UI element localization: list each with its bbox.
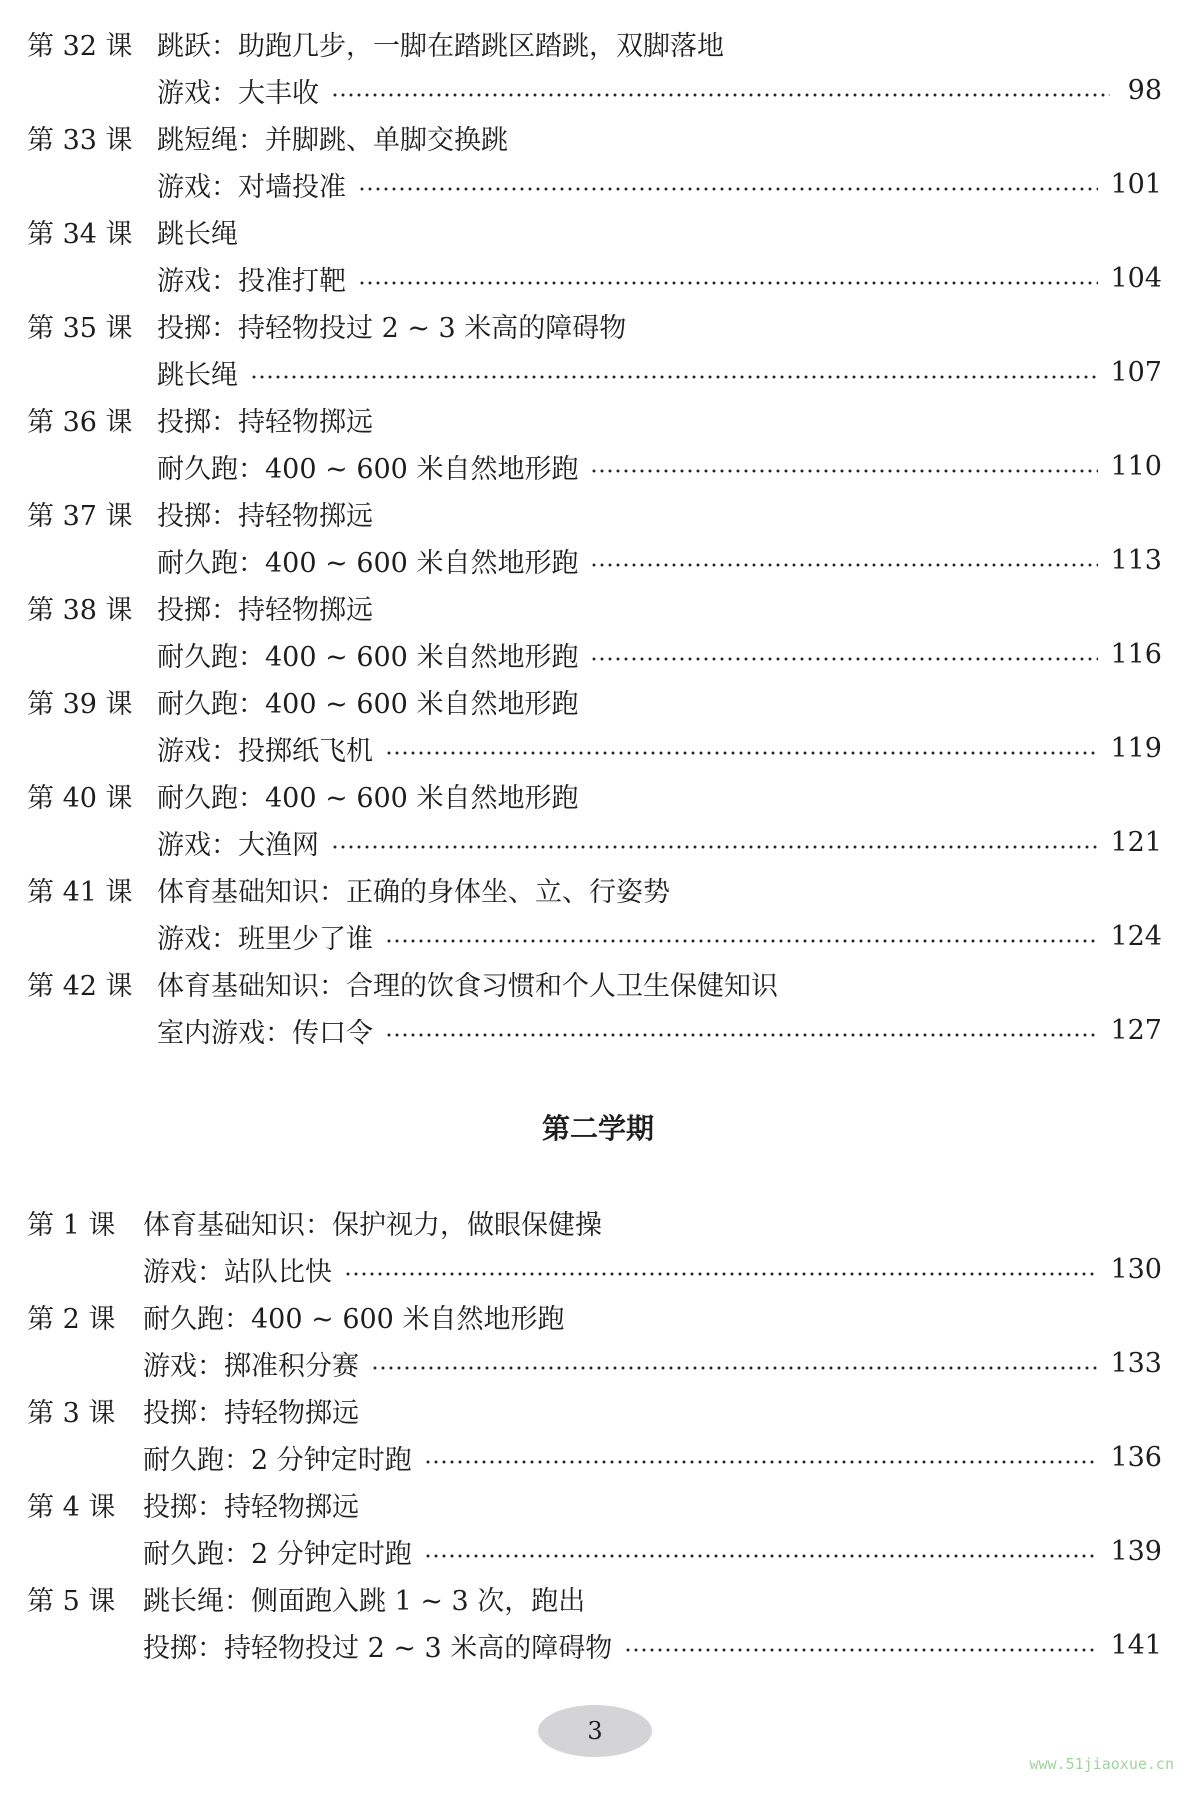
entry-title: 耐久跑：400 ~ 600 米自然地形跑 [157,548,579,579]
dot-leader [590,657,1098,661]
entry-page-number: 101 [1110,169,1162,200]
lesson-title: 体育基础知识：正确的身体坐、立、行姿势 [157,877,670,908]
entry-title: 投掷：持轻物投过 2 ~ 3 米高的障碍物 [143,1633,613,1664]
entry-page-number: 116 [1110,639,1162,670]
toc-entry-row[interactable] [27,67,1162,114]
toc-semester-1 [27,20,1162,1054]
lesson-title: 跳跃：助跑几步，一脚在踏跳区踏跳，双脚落地 [157,31,724,62]
toc-lesson-row [27,114,1162,161]
toc-lesson-row [27,302,1162,349]
entry-title: 游戏：投掷纸飞机 [157,736,373,767]
entry-title: 耐久跑：2 分钟定时跑 [143,1445,412,1476]
lesson-title: 投掷：持轻物掷远 [143,1492,359,1523]
lesson-number: 第 35 课 [27,313,133,344]
entry-page-number: 104 [1110,263,1162,294]
entry-title: 游戏：投准打靶 [157,266,346,297]
entry-title: 游戏：掷准积分赛 [143,1351,359,1382]
entry-title: 游戏：对墙投准 [157,172,346,203]
dot-leader [358,187,1098,191]
dot-leader [424,1554,1099,1558]
toc-entry-row[interactable] [27,819,1162,866]
lesson-title: 耐久跑：400 ~ 600 米自然地形跑 [157,689,579,720]
toc-lesson-row [27,208,1162,255]
toc-lesson-row [27,20,1162,67]
toc-lesson-row [27,678,1162,725]
entry-title: 室内游戏：传口令 [157,1018,373,1049]
entry-page-number: 121 [1110,827,1162,858]
toc-lesson-row [27,396,1162,443]
toc-semester-2 [27,1199,1162,1669]
lesson-number: 第 33 课 [27,125,133,156]
dot-leader [250,375,1098,379]
lesson-number: 第 4 课 [27,1492,116,1523]
lesson-number: 第 1 课 [27,1210,116,1241]
lesson-title: 投掷：持轻物掷远 [143,1398,359,1429]
entry-page-number: 130 [1110,1254,1162,1285]
lesson-number: 第 37 课 [27,501,133,532]
entry-page-number: 119 [1110,733,1162,764]
entry-page-number: 139 [1110,1536,1162,1567]
entry-title: 游戏：大丰收 [157,78,319,109]
entry-title: 游戏：班里少了谁 [157,924,373,955]
toc-entry-row[interactable] [27,443,1162,490]
dot-leader [385,1033,1098,1037]
page-number [538,1705,652,1757]
entry-page-number: 133 [1110,1348,1162,1379]
lesson-title: 跳长绳：侧面跑入跳 1 ~ 3 次，跑出 [143,1586,586,1617]
dot-leader [624,1648,1098,1652]
watermark: www.51jiaoxue.cn [1029,1755,1174,1773]
toc-entry-row[interactable] [27,631,1162,678]
section-heading: 第二学期 [541,1112,654,1145]
toc-lesson-row [27,1481,1162,1528]
dot-leader [590,563,1098,567]
lesson-number: 第 2 课 [27,1304,116,1335]
lesson-title: 投掷：持轻物投过 2 ~ 3 米高的障碍物 [157,313,627,344]
dot-leader [344,1272,1098,1276]
entry-title: 游戏：站队比快 [143,1257,332,1288]
lesson-title: 体育基础知识：保护视力，做眼保健操 [143,1210,602,1241]
lesson-number: 第 3 课 [27,1398,116,1429]
entry-page-number: 124 [1110,921,1162,952]
entry-title: 耐久跑：400 ~ 600 米自然地形跑 [157,642,579,673]
lesson-number: 第 42 课 [27,971,133,1002]
entry-title: 耐久跑：2 分钟定时跑 [143,1539,412,1570]
lesson-title: 耐久跑：400 ~ 600 米自然地形跑 [157,783,579,814]
dot-leader [331,845,1098,849]
lesson-title: 跳长绳 [157,219,238,250]
toc-entry-row[interactable] [27,537,1162,584]
entry-page-number: 98 [1127,75,1162,106]
lesson-number: 第 32 课 [27,31,133,62]
lesson-number: 第 34 课 [27,219,133,250]
toc-lesson-row [27,772,1162,819]
entry-page-number: 141 [1110,1630,1162,1661]
toc-lesson-row [27,960,1162,1007]
toc-entry-row[interactable] [27,349,1162,396]
toc-entry-row[interactable] [27,1007,1162,1054]
toc-entry-row[interactable] [27,725,1162,772]
lesson-title: 投掷：持轻物掷远 [157,407,373,438]
lesson-title: 投掷：持轻物掷远 [157,595,373,626]
toc-entry-row[interactable] [27,1340,1162,1387]
lesson-number: 第 40 课 [27,783,133,814]
entry-title: 耐久跑：400 ~ 600 米自然地形跑 [157,454,579,485]
toc-entry-row[interactable] [27,913,1162,960]
entry-page-number: 136 [1110,1442,1162,1473]
page-number-text: 3 [587,1717,603,1745]
lesson-title: 耐久跑：400 ~ 600 米自然地形跑 [143,1304,565,1335]
dot-leader [371,1366,1098,1370]
toc-lesson-row [27,1575,1162,1622]
toc-lesson-row [27,1387,1162,1434]
entry-title: 跳长绳 [157,360,238,391]
lesson-number: 第 41 课 [27,877,133,908]
lesson-title: 跳短绳：并脚跳、单脚交换跳 [157,125,508,156]
toc-entry-row[interactable] [27,161,1162,208]
entry-title: 游戏：大渔网 [157,830,319,861]
entry-page-number: 113 [1110,545,1162,576]
dot-leader [358,281,1098,285]
lesson-number: 第 39 课 [27,689,133,720]
dot-leader [385,751,1098,755]
toc-entry-row[interactable] [27,1246,1162,1293]
toc-entry-row[interactable] [27,1434,1162,1481]
toc-lesson-row [27,866,1162,913]
toc-entry-row[interactable] [27,1528,1162,1575]
toc-lesson-row [27,490,1162,537]
dot-leader [590,469,1098,473]
dot-leader [331,93,1110,97]
toc-entry-row[interactable] [27,1622,1162,1669]
dot-leader [385,939,1098,943]
dot-leader [424,1460,1099,1464]
toc-entry-row[interactable] [27,255,1162,302]
lesson-title: 投掷：持轻物掷远 [157,501,373,532]
lesson-number: 第 38 课 [27,595,133,626]
lesson-title: 体育基础知识：合理的饮食习惯和个人卫生保健知识 [157,971,778,1002]
toc-lesson-row [27,1199,1162,1246]
toc-lesson-row [27,1293,1162,1340]
entry-page-number: 127 [1110,1015,1162,1046]
entry-page-number: 107 [1110,357,1162,388]
entry-page-number: 110 [1110,451,1162,482]
lesson-number: 第 36 课 [27,407,133,438]
toc-lesson-row [27,584,1162,631]
lesson-number: 第 5 课 [27,1586,116,1617]
